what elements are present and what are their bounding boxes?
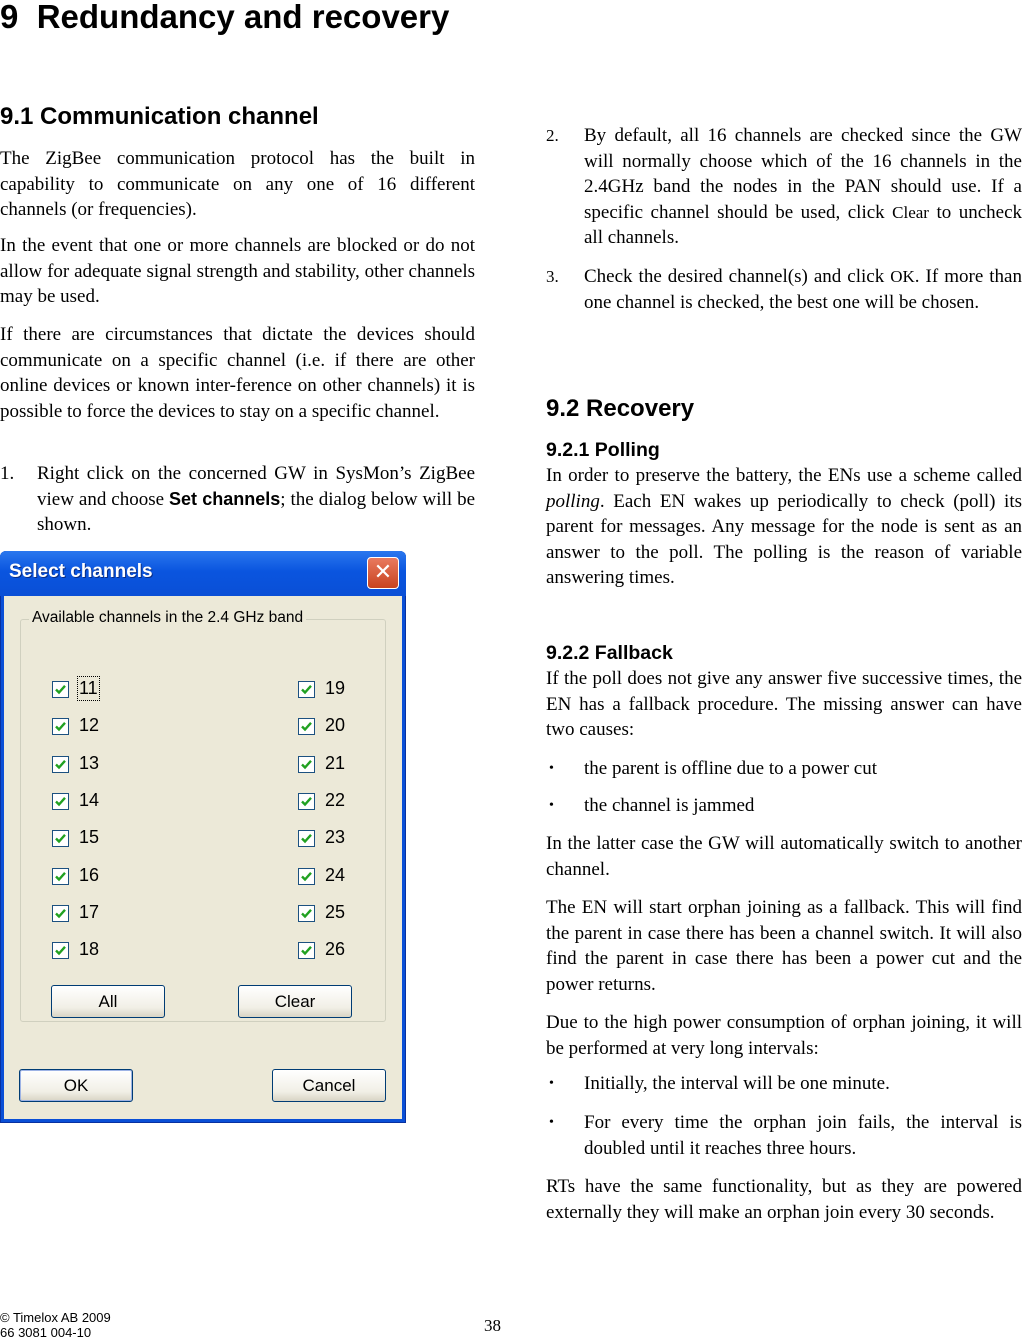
list-item: the channel is jammed <box>584 795 755 816</box>
list-item: the parent is offline due to a power cut <box>584 758 877 779</box>
channel-checkbox[interactable] <box>52 830 69 847</box>
step-1-text <box>37 461 475 538</box>
channel-checkbox[interactable] <box>298 830 315 847</box>
ui-label: Clear <box>892 202 929 222</box>
checkmark-icon <box>300 758 313 771</box>
channel-checkbox[interactable] <box>298 681 315 698</box>
page-number: 38 <box>484 1316 501 1335</box>
channel-checkbox[interactable] <box>298 905 315 922</box>
channel-label[interactable]: 24 <box>325 865 346 885</box>
checkmark-icon <box>300 870 313 883</box>
step-number: 1. <box>0 463 15 484</box>
dialog-body <box>4 596 402 1119</box>
channel-checkbox[interactable] <box>298 756 315 773</box>
step-2-text <box>584 123 1022 251</box>
step-number: 3. <box>546 267 559 286</box>
step-number: 2. <box>546 126 559 145</box>
checkmark-icon <box>54 907 67 920</box>
footer-copyright: © Timelox AB 2009 <box>0 1310 111 1325</box>
bullet-icon: • <box>549 761 554 776</box>
checkmark-icon <box>54 758 67 771</box>
emphasis: polling <box>546 490 600 512</box>
checkmark-icon <box>300 944 313 957</box>
cancel-button[interactable]: Cancel <box>272 1069 386 1102</box>
channel-label[interactable]: 12 <box>79 715 100 735</box>
channel-checkbox[interactable] <box>298 942 315 959</box>
channel-label[interactable]: 22 <box>325 790 346 810</box>
paragraph: If the poll does not give any answer five successive times, the EN has a fallback procedure. The missing answer can have two causes: <box>546 668 1022 740</box>
paragraph: The EN will start orphan joining as a fallback. This will find the parent in case there has been a channel switch. It will also find the parent in case there has been a power cut and the power returns. <box>546 897 1022 995</box>
channel-label[interactable]: 26 <box>325 939 346 959</box>
checkmark-icon <box>54 832 67 845</box>
list-item: Initially, the interval will be one minute. <box>584 1073 890 1094</box>
step-3-text <box>584 264 1022 315</box>
channel-checkbox[interactable] <box>52 942 69 959</box>
dialog-title-bar[interactable] <box>0 551 406 596</box>
checkmark-icon <box>300 907 313 920</box>
step-text: . If more than one channel is checked, the best one will be chosen. <box>584 266 1022 313</box>
chapter-title-text: Redundancy and recovery <box>36 0 450 35</box>
paragraph: If there are circumstances that dictate the devices should communicate on a specific channel (i.e. if there are other online devices or known inter-ference on other channels) it is possible to force the devices to stay on a specific channel. <box>0 324 475 422</box>
step-text: Check the desired channel(s) and click <box>584 266 891 287</box>
channel-label[interactable]: 19 <box>325 678 346 698</box>
ok-button[interactable]: OK <box>19 1069 133 1102</box>
bullet-icon: • <box>549 1076 554 1091</box>
ui-label: OK <box>890 267 915 286</box>
channel-label[interactable]: 20 <box>325 715 346 735</box>
select-channels-dialog <box>0 551 406 1123</box>
step-text: to uncheck all channels. <box>584 201 1023 248</box>
all-button[interactable]: All <box>51 985 165 1018</box>
bullet-icon: • <box>549 798 554 813</box>
checkmark-icon <box>54 944 67 957</box>
paragraph: The ZigBee communication protocol has the built in capability to communicate on any one of 16 different channels (or frequencies). <box>0 148 475 220</box>
paragraph-text: In order to preserve the battery, the ENs use a scheme called <box>546 465 1022 486</box>
channel-label[interactable]: 17 <box>79 902 100 922</box>
paragraph: In the event that one or more channels are blocked or do not allow for adequate signal strength and stability, other channels may be used. <box>0 235 475 307</box>
checkmark-icon <box>300 832 313 845</box>
channel-checkbox[interactable] <box>52 718 69 735</box>
close-icon[interactable]: ✕ <box>367 557 399 589</box>
paragraph: Due to the high power consumption of orphan joining, it will be performed at very long intervals: <box>546 1012 1022 1059</box>
channel-checkbox[interactable] <box>52 756 69 773</box>
list-item: For every time the orphan join fails, the interval is doubled until it reaches three hours. <box>584 1112 1022 1159</box>
channel-checkbox[interactable] <box>298 718 315 735</box>
bullet-icon: • <box>549 1115 554 1130</box>
checkmark-icon <box>54 795 67 808</box>
step-text: ; the dialog below will be shown. <box>37 488 475 535</box>
clear-button[interactable]: Clear <box>238 985 352 1018</box>
paragraph: In the latter case the GW will automatically switch to another channel. <box>546 833 1022 880</box>
checkmark-icon <box>54 720 67 733</box>
subsection-heading-polling: 9.2.1 Polling <box>546 439 660 461</box>
section-heading-9-1: 9.1 Communication channel <box>0 103 319 130</box>
checkmark-icon <box>300 795 313 808</box>
chapter-number: 9 <box>0 0 19 35</box>
checkmark-icon <box>54 683 67 696</box>
channel-checkbox[interactable] <box>52 793 69 810</box>
step-text: Right click on the concerned GW in SysMon’s ZigBee view and choose <box>37 463 475 510</box>
channel-label[interactable]: 21 <box>325 753 346 773</box>
channel-checkbox[interactable] <box>52 868 69 885</box>
subsection-heading-fallback: 9.2.2 Fallback <box>546 642 673 664</box>
chapter-title <box>0 0 449 36</box>
checkmark-icon <box>300 720 313 733</box>
section-heading-9-2: 9.2 Recovery <box>546 395 695 422</box>
dialog-title: Select channels <box>9 561 153 582</box>
step-text: By default, all 16 channels are checked since the GW will normally choose which of the 16 channels in the 2.4GHz band the nodes in the PAN should use. If a specific channel should be used, click <box>584 125 1022 223</box>
footer-doc-number: 66 3081 004-10 <box>0 1325 92 1340</box>
channel-label[interactable]: 11 <box>79 678 98 698</box>
channel-label[interactable]: 15 <box>79 827 100 847</box>
checkmark-icon <box>300 683 313 696</box>
polling-paragraph <box>546 463 1022 591</box>
channel-label[interactable]: 23 <box>325 827 346 847</box>
menu-command: Set channels <box>169 488 281 509</box>
paragraph: RTs have the same functionality, but as they are powered externally they will make an orphan join every 30 seconds. <box>546 1176 1022 1223</box>
channel-checkbox[interactable] <box>298 868 315 885</box>
channel-label[interactable]: 14 <box>79 790 100 810</box>
channel-checkbox[interactable] <box>52 905 69 922</box>
paragraph-text: . Each EN wakes up periodically to check (poll) its parent for messages. Any message for the node is sent as an answer to the poll. The polling is the reason of variable answering times. <box>546 490 1022 588</box>
channel-label[interactable]: 13 <box>79 753 100 773</box>
channel-checkbox[interactable] <box>52 681 69 698</box>
channel-checkbox[interactable] <box>298 793 315 810</box>
checkmark-icon <box>54 870 67 883</box>
channel-label[interactable]: 18 <box>79 939 100 959</box>
channel-label[interactable]: 25 <box>325 902 346 922</box>
group-label: Available channels in the 2.4 GHz band <box>29 609 306 627</box>
channel-label[interactable]: 16 <box>79 865 100 885</box>
